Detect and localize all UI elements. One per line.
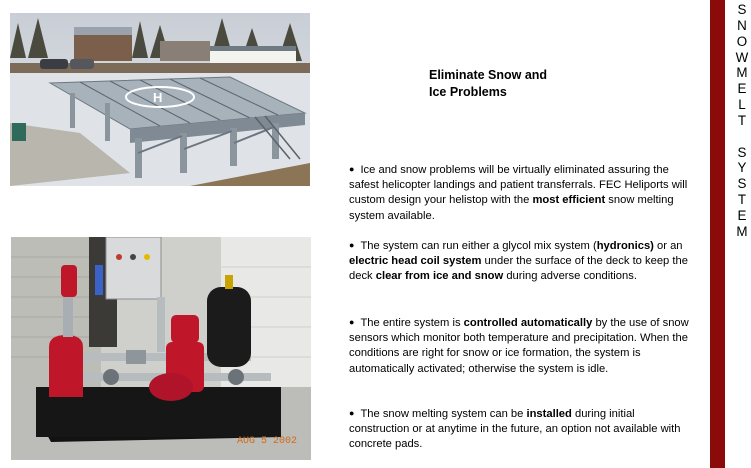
bullet-text: or an — [653, 240, 683, 252]
bullet-icon: ● — [349, 408, 355, 418]
sidebar-letter: S — [737, 176, 747, 192]
bullet-paragraph-4 — [349, 406, 694, 453]
photo-date-stamp: AUG 5 2002 — [237, 436, 298, 447]
sidebar-letter — [733, 129, 751, 145]
sidebar-letter: T — [737, 112, 747, 128]
page-title — [429, 67, 547, 101]
heliport-deck-photo — [10, 13, 310, 186]
bullet-text: snow melting system available. — [349, 194, 674, 222]
sidebar-letter: L — [738, 97, 746, 113]
bullet-text: during adverse conditions. — [503, 270, 637, 283]
vertical-title-snowmelt-system — [733, 2, 751, 240]
sidebar-letter: N — [737, 17, 747, 33]
accent-bar — [710, 0, 725, 468]
snow-melt-equipment-photo — [11, 237, 311, 460]
bullet-emphasis: electric head coil system — [349, 255, 482, 268]
sidebar-letter: E — [737, 207, 747, 223]
sidebar-letter: S — [737, 2, 747, 17]
bullet-text: under the surface of the deck to keep the deck — [349, 255, 688, 283]
helipad-h-marking: H — [153, 90, 163, 105]
bullet-paragraph-2 — [349, 238, 694, 285]
bullet-icon: ● — [349, 317, 355, 327]
bullet-emphasis: clear from ice and snow — [375, 270, 504, 283]
bullet-emphasis: hydronics) — [596, 240, 654, 252]
title-line-2: Ice Problems — [429, 85, 507, 99]
sidebar-letter: T — [737, 192, 747, 208]
bullet-emphasis: installed — [526, 408, 572, 420]
bullet-text: The system can run either a glycol mix system ( — [360, 240, 597, 252]
sidebar-letter: M — [736, 223, 748, 239]
bullet-text: The snow melting system can be — [360, 408, 527, 420]
sidebar-letter: M — [736, 65, 748, 81]
bullet-paragraph-3 — [349, 315, 694, 377]
sidebar-letter: Y — [737, 160, 747, 176]
title-line-1: Eliminate Snow and — [429, 68, 548, 82]
bullet-emphasis: controlled automatically — [463, 317, 593, 329]
sidebar-letter: O — [736, 33, 748, 49]
sidebar-letter: W — [735, 49, 749, 65]
bullet-icon: ● — [349, 164, 355, 174]
bullet-text: Ice and snow problems will be virtually eliminated assuring the safest helicopter landings and patient transferrals. FEC Heliports will custom design your helistop with the — [349, 164, 688, 207]
sidebar-letter: S — [737, 144, 747, 160]
bullet-text: during initial construction or at anytime in the future, an option not available with concrete pads. — [349, 408, 681, 451]
sidebar-letter: E — [737, 81, 747, 97]
bullet-text: The entire system is — [360, 317, 464, 329]
bullet-paragraph-1 — [349, 162, 694, 224]
bullet-emphasis: most efficient — [532, 194, 606, 207]
bullet-text: by the use of snow sensors which monitor both temperature and precipitation. When the conditions are right for snow or ice formation, the system is automatically activated; otherwise the system is idle. — [349, 317, 689, 375]
bullet-icon: ● — [349, 240, 355, 250]
